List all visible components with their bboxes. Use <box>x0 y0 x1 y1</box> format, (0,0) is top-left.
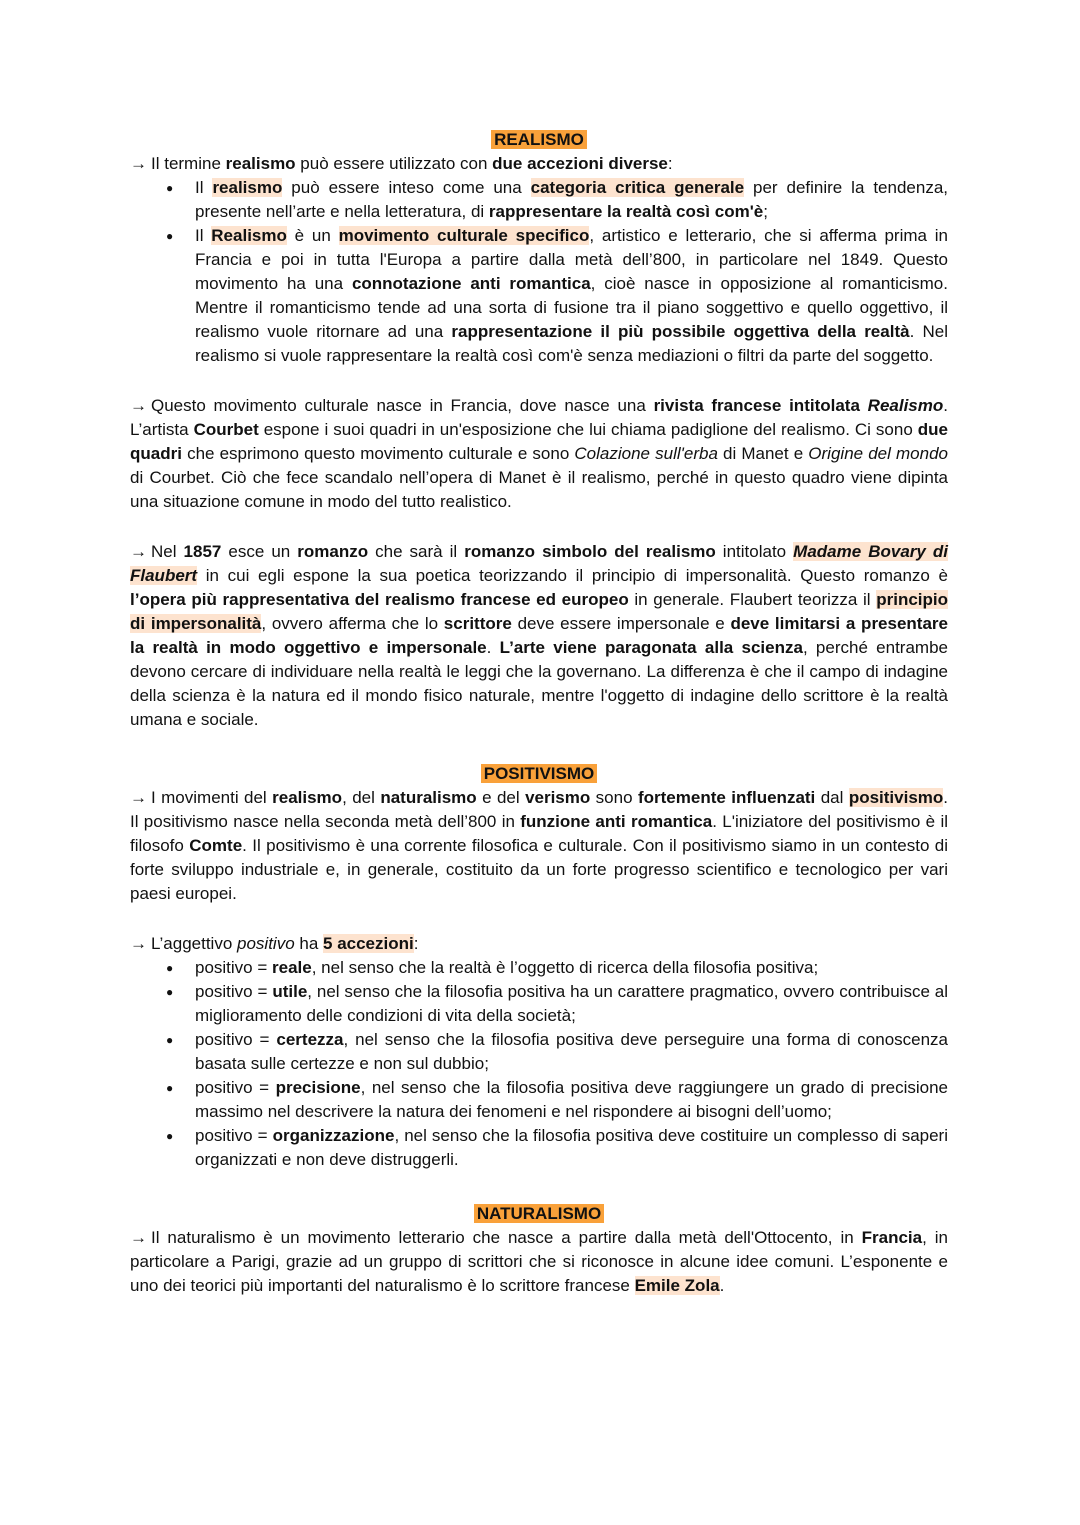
positivismo-paragraph: → I movimenti del realismo, del naturalismo e del verismo sono fortemente influenzati dal positivismo. Il positivismo nasce nella seconda metà dell’800 in funzione anti romantica. L'iniziatore del positivismo è il filosofo Comte. Il positivismo è una corrente filosofica e culturale. Con il positivismo siamo in un contesto di forte sviluppo industriale e, in generale, costituito da un forte progresso scientifico e tecnologico per vari paesi europei. <box>130 788 949 903</box>
list-item: ● positivo = certezza, nel senso che la filosofia positiva deve perseguire una forma di conoscenza basata sulle certezze e non sul dubbio; <box>130 1028 948 1076</box>
list-item: ● positivo = precisione, nel senso che la filosofia positiva deve raggiungere un grado di precisione massimo nel descrivere la natura dei fenomeni e nel rispondere ai bisogni dell’uomo; <box>130 1076 948 1124</box>
arrow-icon: → <box>130 396 147 415</box>
list-item: ● Il realismo può essere inteso come una categoria critica generale per definire la tendenza, presente nell’arte e nella letteratura, di rappresentare la realtà così com'è; <box>130 176 948 224</box>
arrow-icon: → <box>130 788 147 807</box>
arrow-icon: → <box>130 1228 147 1247</box>
naturalismo-paragraph: → Il naturalismo è un movimento letterario che nasce a partire dalla metà dell'Ottocento, in Francia, in particolare a Parigi, grazie ad un gruppo di scrittori che si riconosce in alcune idee comuni. L’esponente e uno dei teorici più importanti del naturalismo è lo scrittore francese Emile Zola. <box>130 1228 948 1295</box>
heading-positivismo: POSITIVISMO <box>130 762 948 786</box>
arrow-icon: → <box>130 154 147 173</box>
realismo-intro: → Il termine realismo può essere utilizzato con due accezioni diverse: <box>130 154 673 173</box>
list-item: ● Il Realismo è un movimento culturale specifico, artistico e letterario, che si afferma prima in Francia e poi in tutta l'Europa a partire dalla metà dell’800, in particolare nel 1849. Questo movimento ha una connotazione anti romantica, cioè nasce in opposizione al romanticismo. Mentre il romanticismo tende ad una sorta di fusione tra il piano soggettivo e quello oggettivo, il realismo vuole ritornare ad una rappresentazione il più possibile oggettiva della realtà. Nel realismo si vuole rappresentare la realtà così com'è senza mediazioni o filtri da parte del soggetto. <box>130 224 948 368</box>
positivismo-accezioni-intro: → L’aggettivo positivo ha 5 accezioni: <box>130 934 419 953</box>
arrow-icon: → <box>130 934 147 953</box>
list-item: ● positivo = utile, nel senso che la filosofia positiva ha un carattere pragmatico, ovvero contribuisce al miglioramento delle condizioni di vita della società; <box>130 980 948 1028</box>
heading-realismo: REALISMO <box>130 128 948 152</box>
realismo-paragraph-flaubert: → Nel 1857 esce un romanzo che sarà il romanzo simbolo del realismo intitolato Madame Bovary di Flaubert in cui egli espone la sua poetica teorizzando il principio di impersonalità. Questo romanzo è l’opera più rappresentativa del realismo francese ed europeo in generale. Flaubert teorizza il principio di impersonalità, ovvero afferma che lo scrittore deve essere impersonale e deve limitarsi a presentare la realtà in modo oggettivo e impersonale. L’arte viene paragonata alla scienza, perché entrambe devono cercare di individuare nella realtà le leggi che la governano. La differenza è che il campo di indagine della scienza è la natura ed il mondo fisico naturale, mentre l'oggetto di indagine dello scrittore è la realtà umana e sociale. <box>130 542 948 729</box>
realismo-paragraph-rivista: → Questo movimento culturale nasce in Francia, dove nasce una rivista francese intitolata Realismo. L’artista Courbet espone i suoi quadri in un'esposizione che lui chiama padiglione del realismo. Ci sono due quadri che esprimono questo movimento culturale e sono Colazione sull'erba di Manet e Origine del mondo di Courbet. Ciò che fece scandalo nell’opera di Manet è il realismo, perché in questo quadro viene dipinta una situazione comune in modo del tutto realistico. <box>130 396 948 511</box>
realismo-list <box>130 176 948 368</box>
arrow-icon: → <box>130 542 147 561</box>
heading-naturalismo: NATURALISMO <box>130 1202 948 1226</box>
list-item: ● positivo = reale, nel senso che la realtà è l’oggetto di ricerca della filosofia positiva; <box>130 956 948 980</box>
document-page <box>130 128 948 1298</box>
list-item: ● positivo = organizzazione, nel senso che la filosofia positiva deve costituire un complesso di saperi organizzati e non deve distruggerli. <box>130 1124 948 1172</box>
positivismo-list <box>130 956 948 1172</box>
